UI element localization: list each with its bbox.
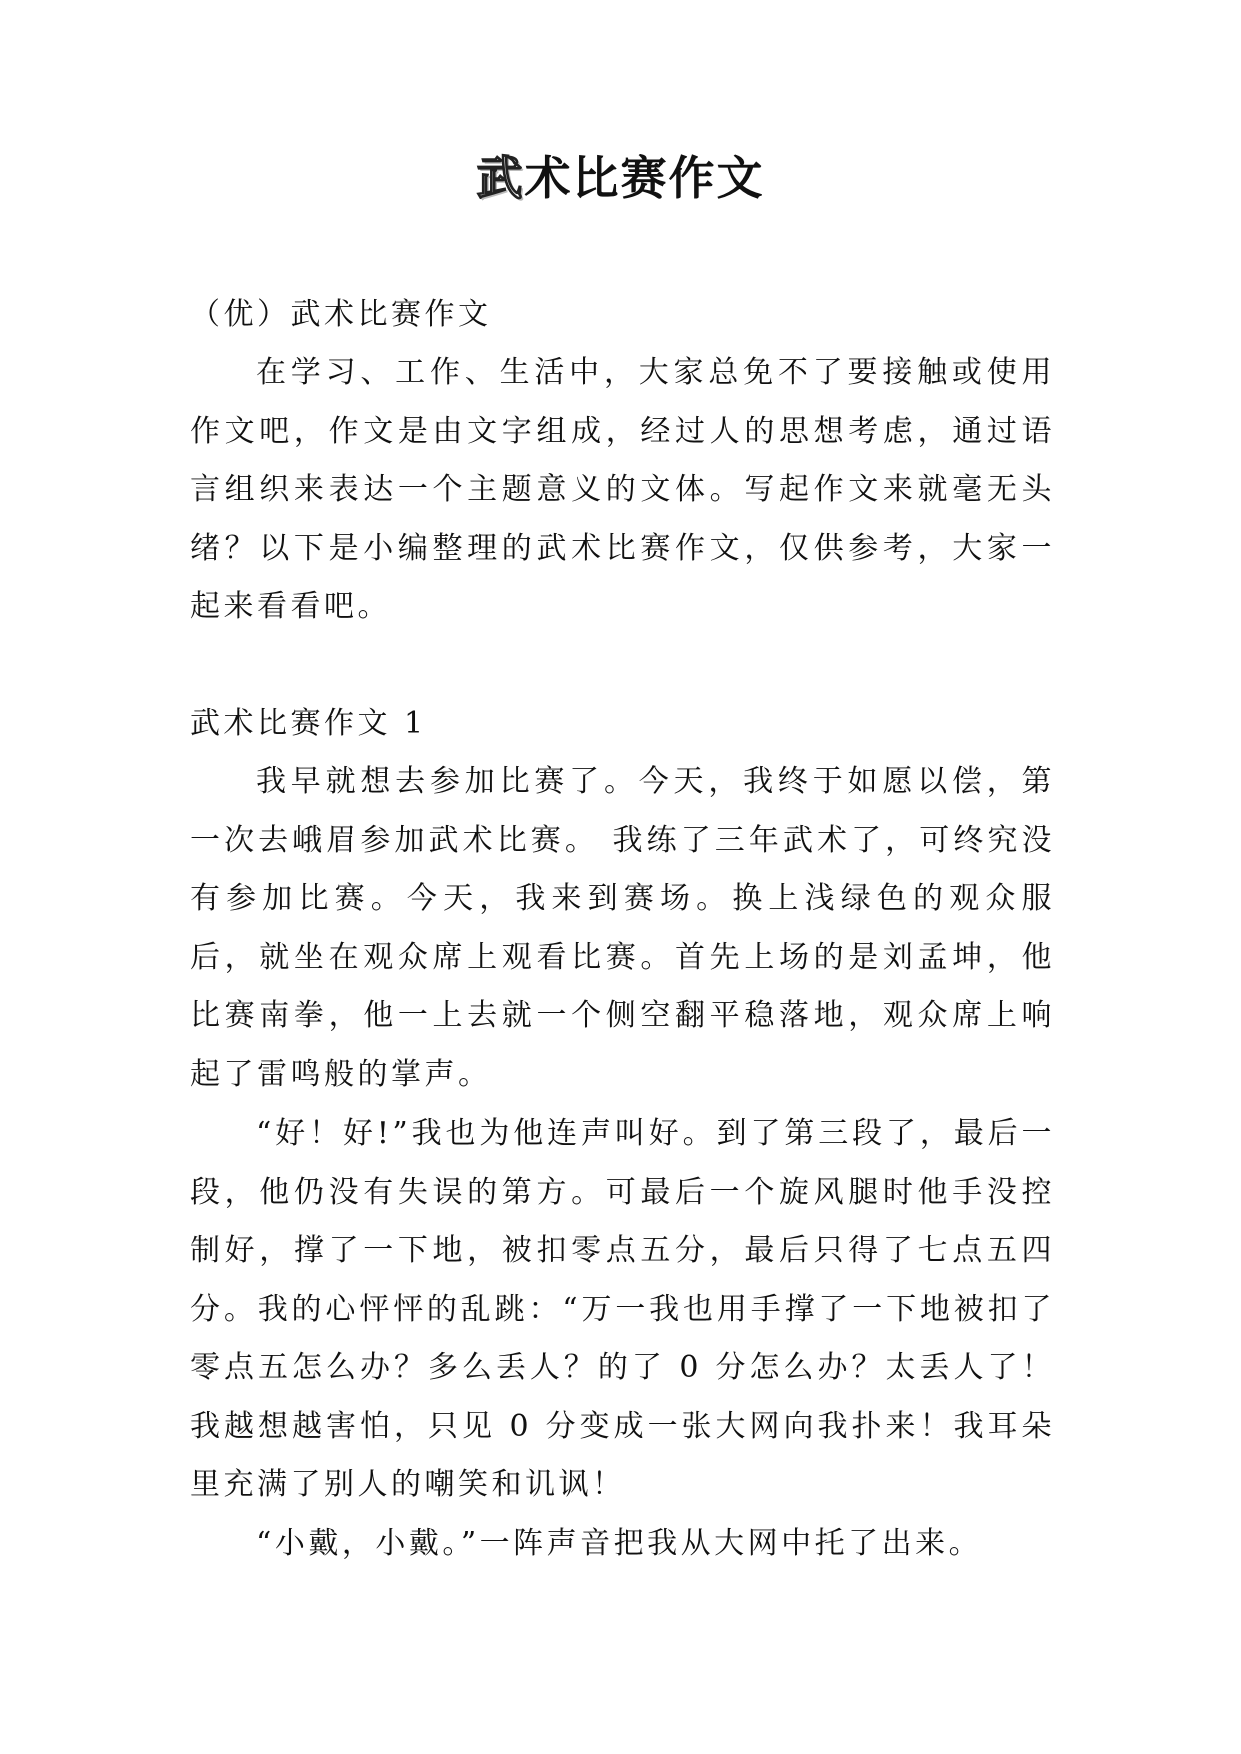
essay-paragraph-2 <box>190 1105 1055 1515</box>
essay-paragraph-1 <box>190 753 1055 1104</box>
document-title <box>0 148 1241 208</box>
paragraph-text: 我早就想去参加比赛了。今天，我终于如愿以偿，第一次去峨眉参加武术比赛。 我练了三年武术了，可终究没有参加比赛。今天，我来到赛场。换上浅绿色的观众服后，就坐在观众席上观看比赛。首先上场的是刘孟坤，他比赛南拳，他一上去就一个侧空翻平稳落地，观众席上响起了雷鸣般的掌声。 <box>190 764 1055 1092</box>
section-heading: 武术比赛作文 1 <box>190 706 427 741</box>
title-first-char: 武 <box>476 151 525 205</box>
essay-paragraph-3 <box>190 1515 1055 1574</box>
document-subtitle: （优）武术比赛作文 <box>190 297 492 332</box>
intro-text: 在学习、工作、生活中，大家总免不了要接触或使用作文吧，作文是由文字组成，经过人的思想考虑，通过语言组织来表达一个主题意义的文体。写起作文来就毫无头绪？以下是小编整理的武术比赛作文，仅供参考，大家一起来看看吧。 <box>190 355 1055 624</box>
intro-paragraph <box>190 344 1055 637</box>
paragraph-text: “小戴，小戴。”一阵声音把我从大网中托了出来。 <box>256 1526 983 1561</box>
paragraph-text: “好！好!”我也为他连声叫好。到了第三段了，最后一段，他仍没有失误的第方。可最后一个旋风腿时他手没控制好，撑了一下地，被扣零点五分，最后只得了七点五四分。我的心怦怦的乱跳：“万一我也用手撑了一下地被扣了零点五怎么办？多么丢人？的了 0 分怎么办？太丢人了！我越想越害怕，只见 0 分变成一张大网向我扑来！我耳朵里充满了别人的嘲笑和讥讽！ <box>190 1116 1055 1502</box>
title-rest: 术比赛作文 <box>524 151 765 205</box>
